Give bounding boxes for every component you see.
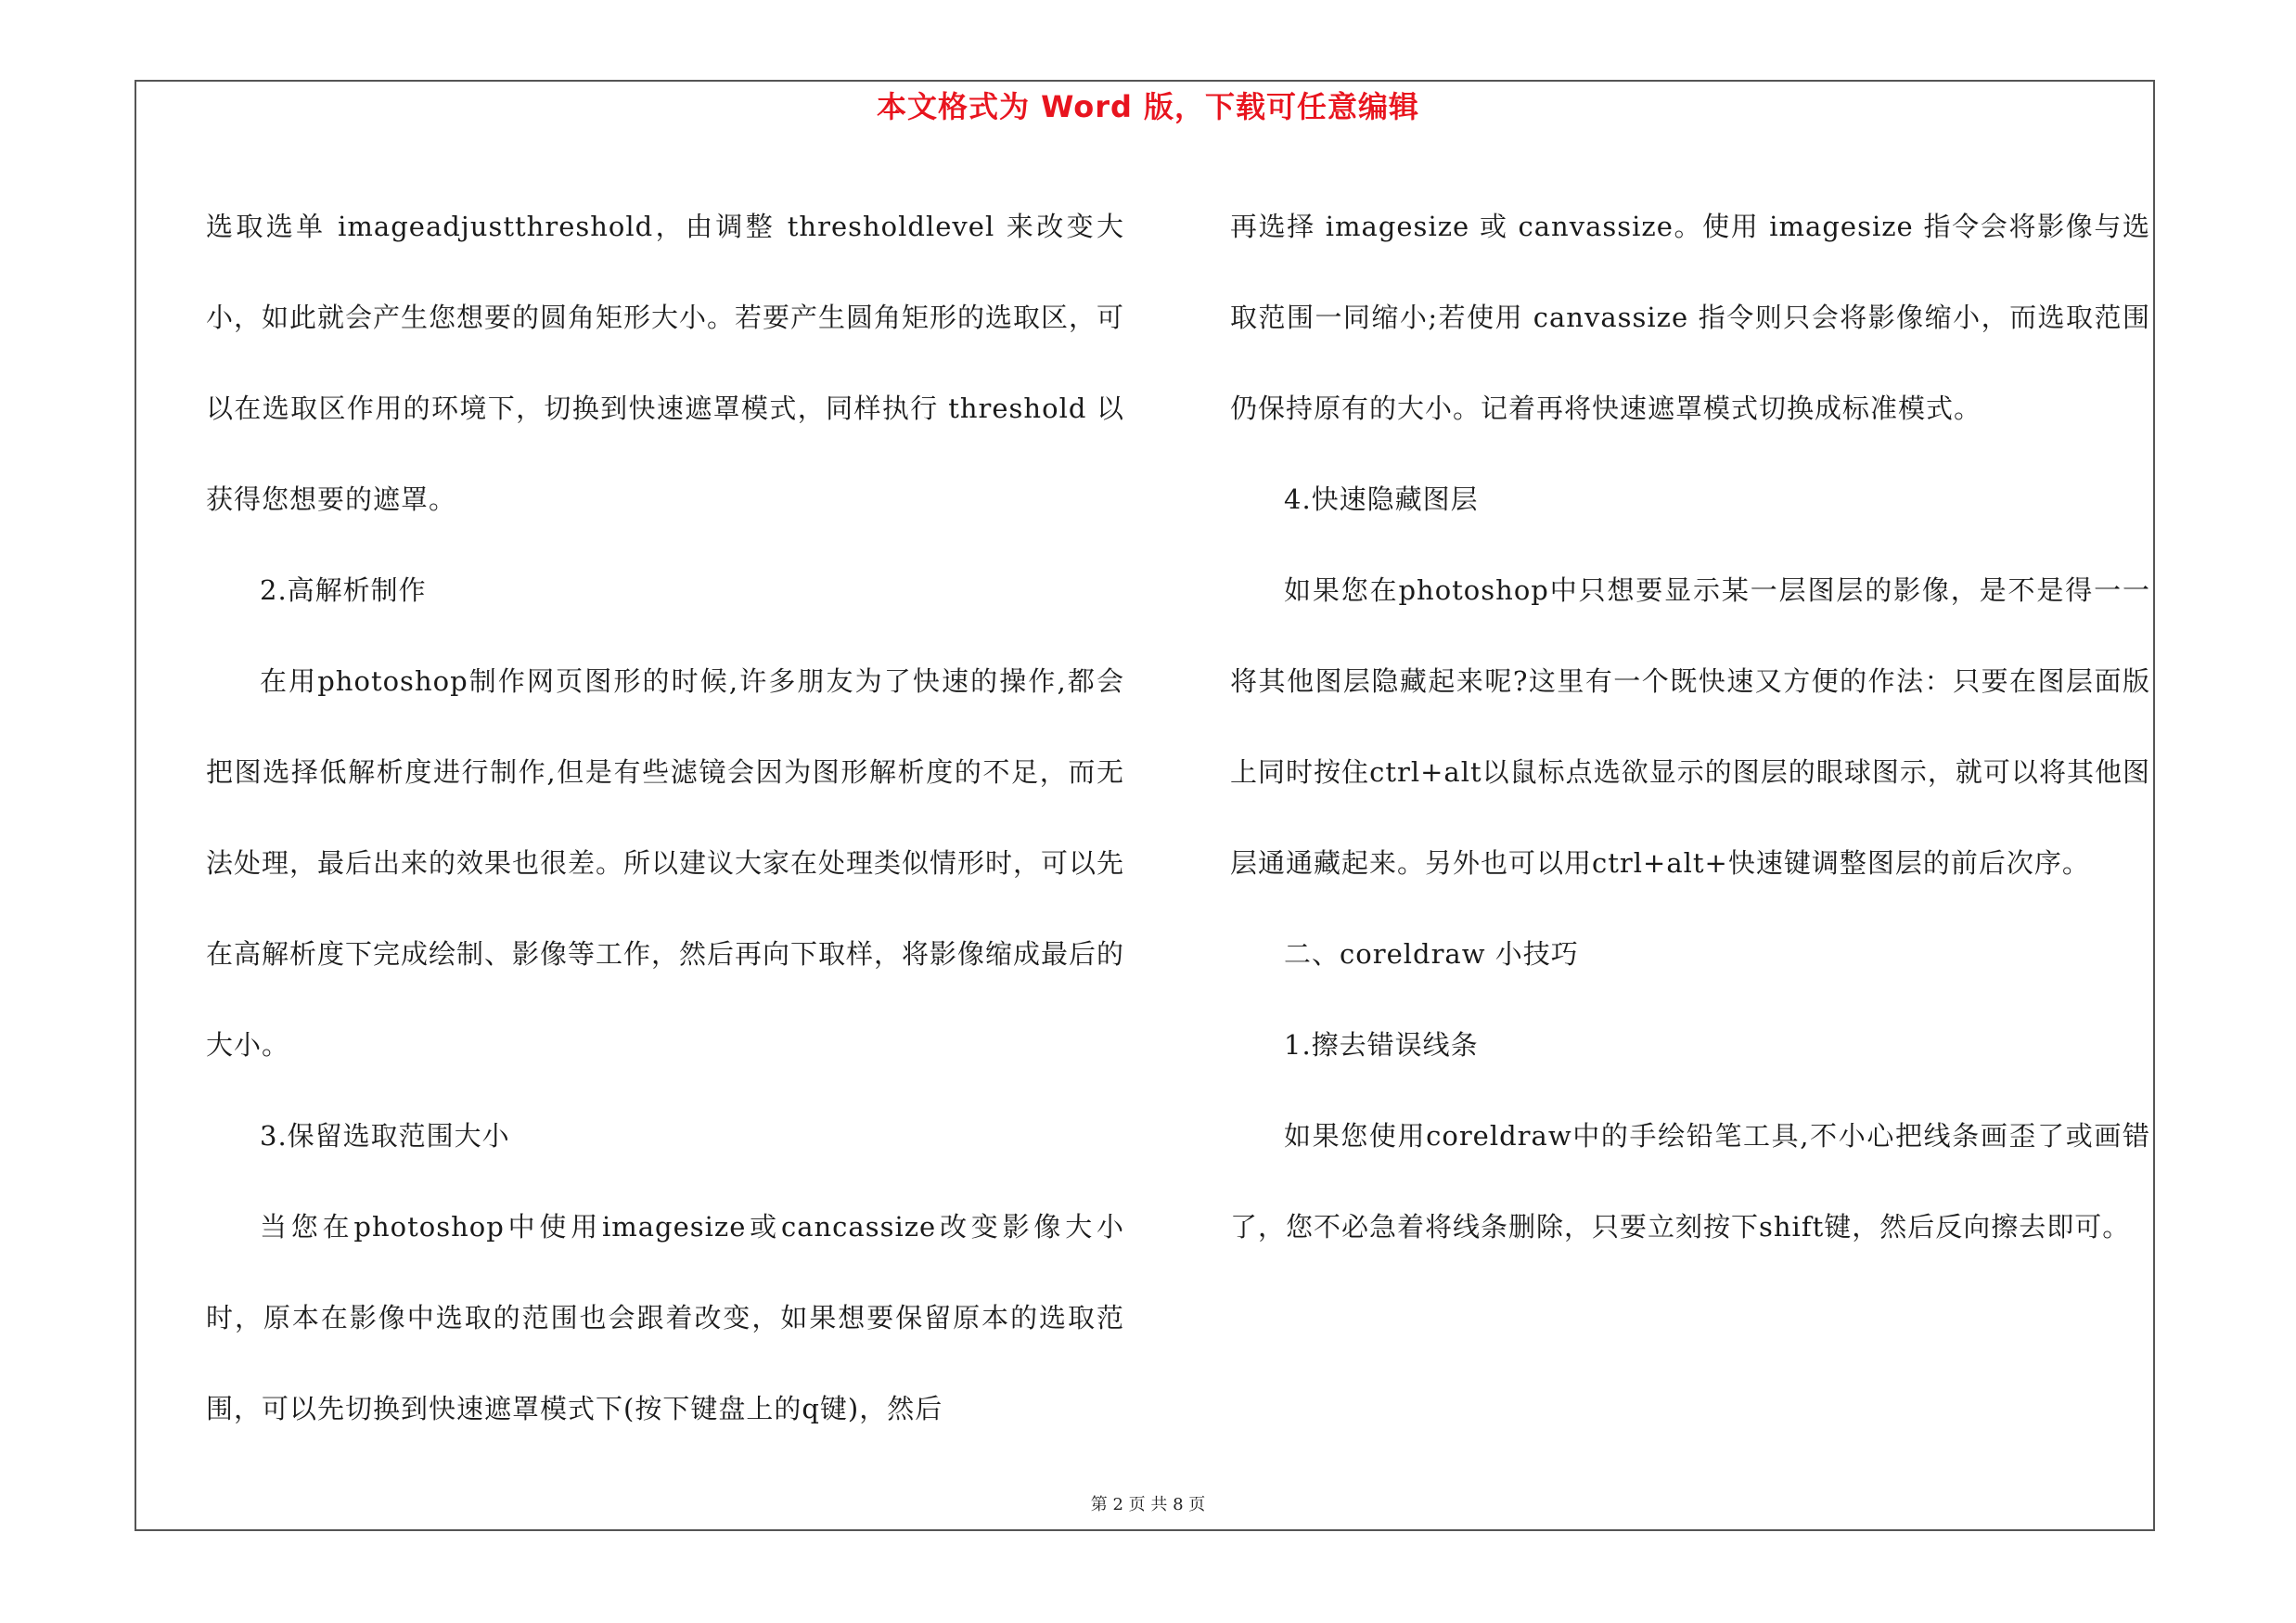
paragraph: 如果您在photoshop中只想要显示某一层图层的影像，是不是得一一将其他图层隐藏起来呢?这里有一个既快速又方便的作法：只要在图层面版上同时按住ctrl+alt以鼠标点选欲显示的图层的眼球图示，就可以将其他图层通通藏起来。另外也可以用ctrl+alt+快速键调整图层的前后次序。 (1230, 574, 2150, 879)
right-column (1230, 181, 2150, 1272)
section-heading: 2.高解析制作 (260, 574, 427, 606)
section-heading: 1.擦去错误线条 (1284, 1029, 1479, 1061)
section-heading: 3.保留选取范围大小 (260, 1120, 510, 1152)
page-number-footer: 第 2 页 共 8 页 (1090, 1495, 1206, 1514)
paragraph: 选取选单 imageadjustthreshold，由调整 thresholdlevel 来改变大小，如此就会产生您想要的圆角矩形大小。若要产生圆角矩形的选取区，可以在选取区作用的环境下，切换到快速遮罩模式，同样执行 threshold 以获得您想要的遮罩。 (206, 211, 1125, 515)
section-heading: 二、coreldraw 小技巧 (1284, 938, 1579, 970)
section-heading: 4.快速隐藏图层 (1284, 483, 1479, 515)
paragraph: 如果您使用coreldraw中的手绘铅笔工具,不小心把线条画歪了或画错了，您不必急着将线条删除，只要立刻按下shift键，然后反向擦去即可。 (1230, 1120, 2150, 1243)
paragraph: 在用photoshop制作网页图形的时候,许多朋友为了快速的操作,都会把图选择低解析度进行制作,但是有些滤镜会因为图形解析度的不足，而无法处理，最后出来的效果也很差。所以建议大家在处理类似情形时，可以先在高解析度下完成绘制、影像等工作，然后再向下取样，将影像缩成最后的大小。 (206, 665, 1125, 1061)
paragraph: 当您在photoshop中使用imagesize或cancassize改变影像大小时，原本在影像中选取的范围也会跟着改变，如果想要保留原本的选取范围，可以先切换到快速遮罩模式下(按下键盘上的q键)，然后 (206, 1211, 1124, 1424)
paragraph: 再选择 imagesize 或 canvassize。使用 imagesize 指令会将影像与选取范围一同缩小;若使用 canvassize 指令则只会将影像缩小，而选取范围仍保持原有的大小。记着再将快速遮罩模式切换成标准模式。 (1230, 211, 2150, 424)
document-banner: 本文格式为 Word 版，下载可任意编辑 (876, 89, 1420, 124)
left-column (206, 181, 1124, 1454)
